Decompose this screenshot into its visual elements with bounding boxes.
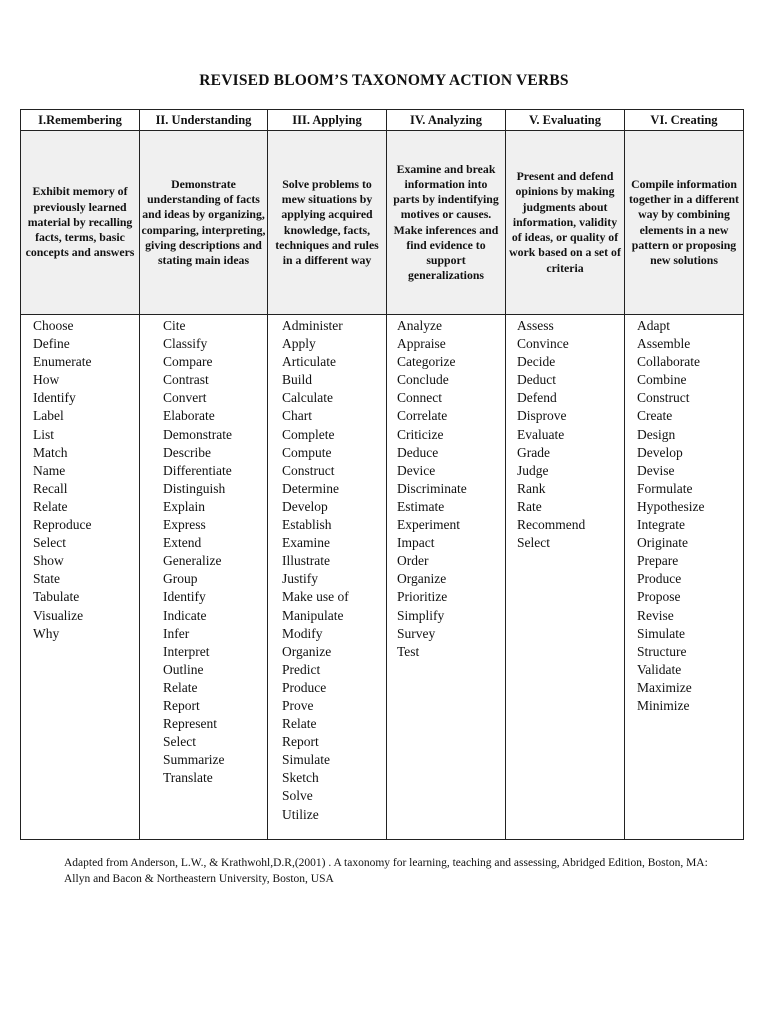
verb-item: Judge: [517, 462, 549, 478]
verb-item: Organize: [282, 643, 332, 659]
verb-item: Assemble: [637, 336, 691, 352]
verb-item: Discriminate: [397, 480, 467, 496]
verb-item: Establish: [282, 517, 332, 533]
verb-item: Select: [163, 734, 196, 750]
verb-item: Elaborate: [163, 408, 215, 424]
verb-item: Construct: [637, 390, 690, 406]
verb-item: Manipulate: [282, 607, 344, 623]
verb-list-creating: [637, 317, 743, 715]
verb-item: Extend: [163, 535, 202, 551]
verb-item: Produce: [282, 679, 327, 695]
verb-item: Determine: [282, 480, 339, 496]
header-row: [21, 110, 744, 131]
verb-list-applying: [282, 317, 386, 824]
description-evaluating: Present and defend opinions by making judgments about information, validity of ideas, or quality of work based on a set of criteria: [506, 131, 625, 315]
verb-item: Correlate: [397, 408, 448, 424]
verb-item: Assess: [517, 318, 554, 333]
verb-list-remembering: [33, 317, 139, 643]
verb-item: Grade: [517, 444, 550, 460]
column-header-analyzing: IV. Analyzing: [387, 110, 506, 131]
verb-item: Translate: [163, 770, 213, 786]
verb-item: Contrast: [163, 372, 209, 388]
verb-item: Administer: [282, 318, 343, 333]
verb-item: Report: [163, 697, 200, 713]
verb-list-evaluating: [517, 317, 624, 552]
verb-item: Enumerate: [33, 354, 92, 370]
verb-item: Express: [163, 517, 206, 533]
verb-item: Visualize: [33, 607, 84, 623]
verb-item: Summarize: [163, 752, 225, 768]
verb-item: Chart: [282, 408, 312, 424]
column-header-applying: III. Applying: [268, 110, 387, 131]
verb-item: Deduce: [397, 444, 439, 460]
verbs-row: [21, 315, 744, 840]
verb-item: Convince: [517, 336, 569, 352]
verb-item: Relate: [33, 498, 68, 514]
verb-item: Experiment: [397, 517, 460, 533]
verb-item: Apply: [282, 336, 316, 352]
verb-item: Impact: [397, 535, 435, 551]
verb-item: Relate: [163, 679, 198, 695]
verb-item: Produce: [637, 571, 682, 587]
verb-item: Make use of: [282, 589, 349, 605]
verb-item: Propose: [637, 589, 681, 605]
verb-item: Simulate: [282, 752, 330, 768]
verb-item: Develop: [637, 444, 683, 460]
verb-item: Originate: [637, 535, 688, 551]
verb-item: Justify: [282, 571, 319, 587]
verb-item: Select: [517, 535, 550, 551]
verb-item: Represent: [163, 716, 217, 732]
verb-item: Complete: [282, 426, 335, 442]
verb-item: Simulate: [637, 625, 685, 641]
verb-item: Formulate: [637, 480, 693, 496]
verbs-cell-understanding: [140, 315, 268, 840]
verb-item: Prioritize: [397, 589, 448, 605]
verb-item: Describe: [163, 444, 211, 460]
verb-item: Compute: [282, 444, 332, 460]
column-header-evaluating: V. Evaluating: [506, 110, 625, 131]
verb-item: Hypothesize: [637, 498, 705, 514]
verb-item: Demonstrate: [163, 426, 232, 442]
verb-item: Maximize: [637, 679, 692, 695]
verb-item: Adapt: [637, 318, 670, 333]
verb-item: Define: [33, 336, 70, 352]
verb-item: Create: [637, 408, 673, 424]
description-creating: Compile information together in a different way by combining elements in a new pattern or proposing new solutions: [625, 131, 744, 315]
verb-item: Rate: [517, 498, 542, 514]
verb-item: Survey: [397, 625, 436, 641]
verb-item: Prove: [282, 697, 314, 713]
verb-item: Predict: [282, 661, 321, 677]
description-understanding: Demonstrate understanding of facts and ideas by organizing, comparing, interpreting, giving descriptions and stating main ideas: [140, 131, 268, 315]
verb-item: Rank: [517, 480, 546, 496]
verb-item: Structure: [637, 643, 687, 659]
verb-item: Devise: [637, 462, 675, 478]
verb-item: Solve: [282, 788, 313, 804]
verb-item: Estimate: [397, 498, 445, 514]
description-analyzing: Examine and break information into parts by indentifying motives or causes. Make inferences and find evidence to support generalizations: [387, 131, 506, 315]
verb-item: Integrate: [637, 517, 685, 533]
verb-item: Construct: [282, 462, 335, 478]
verb-item: Order: [397, 553, 429, 569]
verb-item: Categorize: [397, 354, 456, 370]
verb-item: Analyze: [397, 318, 442, 333]
taxonomy-table: [20, 109, 744, 840]
verb-item: Interpret: [163, 643, 210, 659]
verbs-cell-remembering: [21, 315, 140, 840]
verbs-cell-creating: [625, 315, 744, 840]
verb-item: Examine: [282, 535, 330, 551]
verb-item: Develop: [282, 498, 328, 514]
verb-item: Show: [33, 553, 64, 569]
verb-item: Utilize: [282, 806, 319, 822]
column-header-understanding: II. Understanding: [140, 110, 268, 131]
verb-item: Appraise: [397, 336, 446, 352]
verb-item: Validate: [637, 661, 682, 677]
verb-item: Decide: [517, 354, 556, 370]
verb-item: Outline: [163, 661, 204, 677]
verb-item: Label: [33, 408, 64, 424]
verb-item: Disprove: [517, 408, 567, 424]
verb-item: Name: [33, 462, 66, 478]
verb-item: Recall: [33, 480, 68, 496]
verb-item: Identify: [163, 589, 206, 605]
description-applying: Solve problems to mew situations by applying acquired knowledge, facts, techniques and rules in a different way: [268, 131, 387, 315]
column-header-remembering: I.Remembering: [21, 110, 140, 131]
description-remembering: Exhibit memory of previously learned material by recalling facts, terms, basic concepts and answers: [21, 131, 140, 315]
verb-item: Criticize: [397, 426, 444, 442]
verb-item: Reproduce: [33, 517, 92, 533]
verb-item: Evaluate: [517, 426, 565, 442]
verb-item: Report: [282, 734, 319, 750]
verb-item: Defend: [517, 390, 557, 406]
verb-item: Design: [637, 426, 676, 442]
verb-item: Build: [282, 372, 313, 388]
description-row: [21, 131, 744, 315]
verb-item: Combine: [637, 372, 687, 388]
verb-item: Recommend: [517, 517, 586, 533]
verb-item: Collaborate: [637, 354, 700, 370]
verb-item: Device: [397, 462, 436, 478]
verb-item: Sketch: [282, 770, 319, 786]
verb-item: Identify: [33, 390, 76, 406]
verb-item: Group: [163, 571, 198, 587]
verb-item: Match: [33, 444, 68, 460]
verb-item: Conclude: [397, 372, 449, 388]
verb-item: Illustrate: [282, 553, 330, 569]
verb-list-analyzing: [397, 317, 505, 661]
verb-item: Revise: [637, 607, 674, 623]
verb-item: Select: [33, 535, 66, 551]
verb-item: Distinguish: [163, 480, 226, 496]
verbs-cell-analyzing: [387, 315, 506, 840]
document-title: REVISED BLOOM’S TAXONOMY ACTION VERBS: [199, 72, 569, 89]
verb-item: Differentiate: [163, 462, 232, 478]
verbs-cell-evaluating: [506, 315, 625, 840]
verb-list-understanding: [163, 317, 267, 787]
verb-item: Tabulate: [33, 589, 80, 605]
verb-item: Prepare: [637, 553, 679, 569]
verb-item: Convert: [163, 390, 207, 406]
verbs-cell-applying: [268, 315, 387, 840]
verb-item: Indicate: [163, 607, 207, 623]
verb-item: List: [33, 426, 55, 442]
verb-item: Deduct: [517, 372, 556, 388]
verb-item: Test: [397, 643, 420, 659]
verb-item: Choose: [33, 318, 74, 333]
verb-item: Minimize: [637, 697, 690, 713]
verb-item: Generalize: [163, 553, 222, 569]
verb-item: Why: [33, 625, 60, 641]
verb-item: Organize: [397, 571, 447, 587]
verb-item: Modify: [282, 625, 323, 641]
verb-item: How: [33, 372, 60, 388]
column-header-creating: VI. Creating: [625, 110, 744, 131]
citation-footer: Adapted from Anderson, L.W., & Krathwohl,D.R,(2001) . A taxonomy for learning, teaching and assessing, Abridged Edition, Boston, MA: Allyn and Bacon & Northeastern University, Boston, USA: [64, 857, 708, 885]
verb-item: Simplify: [397, 607, 445, 623]
verb-item: Calculate: [282, 390, 333, 406]
verb-item: Articulate: [282, 354, 336, 370]
verb-item: Compare: [163, 354, 213, 370]
verb-item: Relate: [282, 716, 317, 732]
verb-item: Connect: [397, 390, 442, 406]
verb-item: State: [33, 571, 60, 587]
verb-item: Infer: [163, 625, 190, 641]
verb-item: Classify: [163, 336, 208, 352]
verb-item: Cite: [163, 318, 186, 333]
verb-item: Explain: [163, 498, 205, 514]
